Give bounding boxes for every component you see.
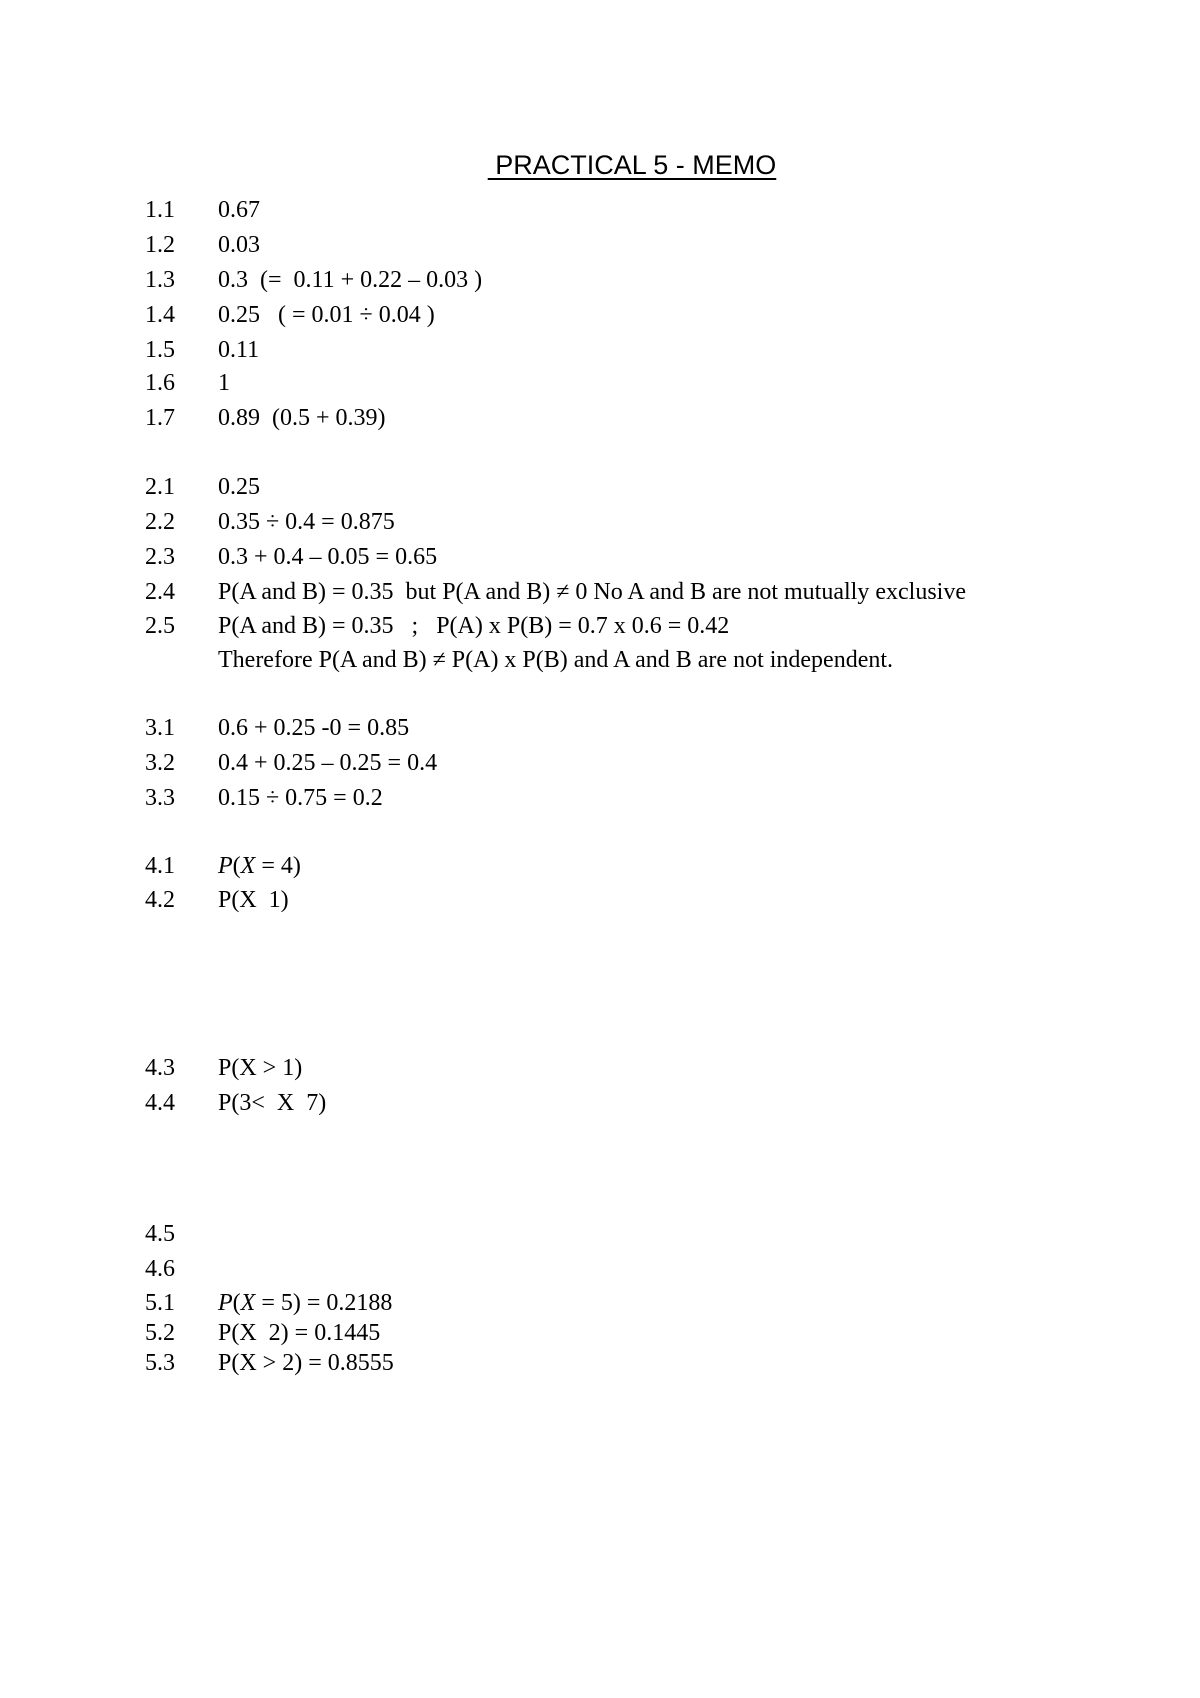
item-answer [218,366,230,400]
answer-text: P(X > 2) = 0.8555 [218,1350,394,1376]
item-answer [218,883,289,917]
answer-text: ( [232,1290,241,1316]
answer-text: 0.11 [218,337,260,363]
answer-text: P(X > 1) [218,1055,303,1081]
item-number: 3.1 [145,715,175,741]
item-answer [218,746,437,780]
item-answer [218,228,260,262]
item-number: 2.3 [145,544,175,570]
item-number: 1.6 [145,370,175,396]
item-answer [218,643,893,677]
answer-text: 0.25 ( = 0.01 ÷ 0.04 ) [218,302,435,328]
item-answer [218,1346,394,1380]
item-answer [218,1286,392,1320]
item-answer [218,1316,380,1350]
item-answer [218,505,395,539]
item-number: 2.1 [145,474,175,500]
item-number: 4.1 [145,853,175,879]
item-answer [218,193,260,227]
answer-text: 0.25 [218,474,260,500]
answer-text: 0.35 ÷ 0.4 = 0.875 [218,509,395,535]
item-number: 1.1 [145,197,175,223]
item-answer [218,1051,302,1085]
answer-text: P(A and B) = 0.35 ; P(A) x P(B) = 0.7 x 0.6 = 0.42 [218,613,730,639]
answer-text: 0.15 ÷ 0.75 = 0.2 [218,785,383,811]
item-number: 5.2 [145,1320,175,1346]
item-number: 2.4 [145,579,175,605]
answer-text: 0.6 + 0.25 -0 = 0.85 [218,715,410,741]
item-number: 1.2 [145,232,175,258]
item-number: 2.2 [145,509,175,535]
item-answer [218,609,729,643]
answer-text: P(X 1) [218,887,289,913]
answer-text: 0.3 (= 0.11 + 0.22 – 0.03 ) [218,267,483,293]
answer-text: 0.3 + 0.4 – 0.05 = 0.65 [218,544,438,570]
answer-text: 0.67 [218,197,260,223]
item-answer [218,849,301,883]
item-answer [218,263,482,297]
item-number: 3.3 [145,785,175,811]
answer-text: P(X 2) = 0.1445 [218,1320,381,1346]
item-answer [218,470,260,504]
item-number: 4.6 [145,1256,175,1282]
answer-text: P [218,1290,233,1316]
answer-text: 0.89 (0.5 + 0.39) [218,405,386,431]
answer-text: 1 [218,370,230,396]
item-number: 1.5 [145,337,175,363]
item-answer [218,781,383,815]
answer-text: ( [232,853,241,879]
item-answer [218,711,409,745]
answer-text: Therefore P(A and B) ≠ P(A) x P(B) and A and B are not independent. [218,647,894,673]
item-answer [218,575,966,609]
answer-text: 0.4 + 0.25 – 0.25 = 0.4 [218,750,438,776]
item-answer [218,333,259,367]
item-number: 4.2 [145,887,175,913]
answer-text: = 5) = 0.2188 [255,1290,393,1316]
item-number: 3.2 [145,750,175,776]
answer-text: X [240,853,256,879]
item-answer [218,1086,326,1120]
answer-text: X [240,1290,256,1316]
answer-text: P(3< X 7) [218,1090,327,1116]
answer-text: P [218,853,233,879]
item-number: 1.7 [145,405,175,431]
answer-text: P(A and B) = 0.35 but P(A and B) ≠ 0 No A and B are not mutually exclusive [218,579,966,605]
item-answer [218,298,435,332]
item-number: 4.5 [145,1221,175,1247]
page-title: PRACTICAL 5 - MEMO [487,150,777,180]
item-number: 5.1 [145,1290,175,1316]
item-number: 1.3 [145,267,175,293]
item-answer [218,401,386,435]
item-number: 4.3 [145,1055,175,1081]
item-number: 4.4 [145,1090,175,1116]
item-answer [218,540,437,574]
item-number: 1.4 [145,302,175,328]
answer-text: = 4) [255,853,301,879]
answer-text: 0.03 [218,232,260,258]
item-number: 2.5 [145,613,175,639]
item-number: 5.3 [145,1350,175,1376]
